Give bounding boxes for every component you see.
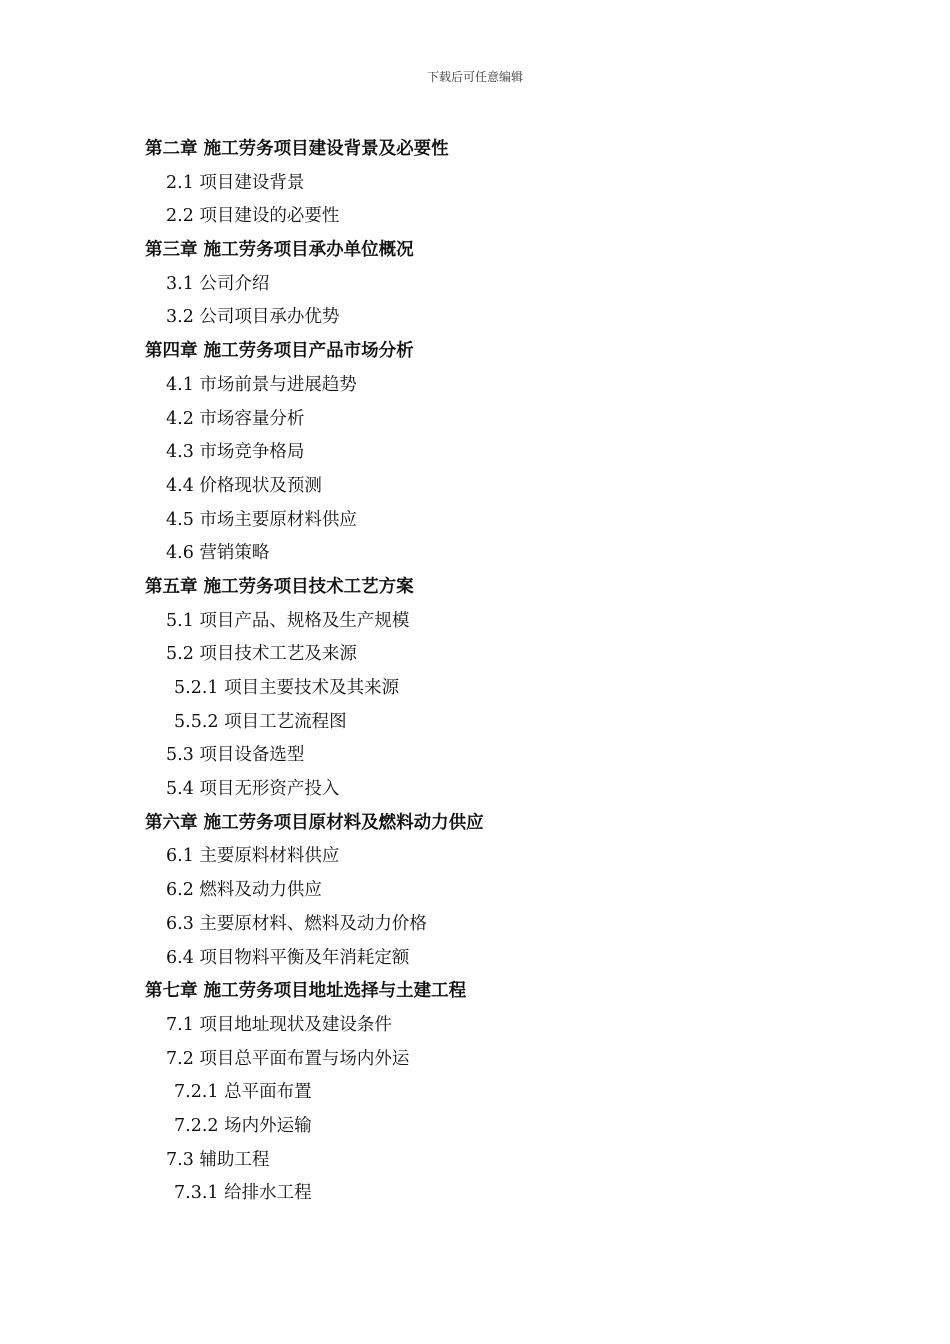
- toc-chapter-5: 第五章 施工劳务项目技术工艺方案: [145, 576, 414, 597]
- toc-section-4-2: 4.2 市场容量分析: [166, 408, 305, 429]
- page-header-note: 下载后可任意编辑: [426, 70, 523, 84]
- toc-subsection-7-3-1: 7.3.1 给排水工程: [174, 1183, 312, 1204]
- toc-chapter-7: 第七章 施工劳务项目地址选择与土建工程: [145, 981, 467, 1002]
- toc-section-4-4: 4.4 价格现状及预测: [166, 475, 322, 496]
- toc-section-4-3: 4.3 市场竞争格局: [166, 442, 305, 463]
- toc-subsection-5-2-1: 5.2.1 项目主要技术及其来源: [174, 678, 400, 698]
- toc-section-4-6: 4.6 营销策略: [166, 543, 270, 564]
- toc-chapter-4: 第四章 施工劳务项目产品市场分析: [145, 341, 414, 362]
- toc-subsection-7-2-1: 7.2.1 总平面布置: [174, 1082, 312, 1103]
- toc-section-3-2: 3.2 公司项目承办优势: [166, 307, 340, 328]
- toc-subsection-5-5-2: 5.5.2 项目工艺流程图: [174, 711, 347, 732]
- toc-subsection-7-2-2: 7.2.2 场内外运输: [174, 1115, 312, 1136]
- toc-section-2-2: 2.2 项目建设的必要性: [166, 206, 340, 227]
- toc-section-5-3: 5.3 项目设备选型: [166, 745, 305, 766]
- toc-section-6-2: 6.2 燃料及动力供应: [166, 880, 322, 901]
- toc-section-5-2: 5.2 项目技术工艺及来源: [166, 644, 357, 665]
- toc-section-7-2: 7.2 项目总平面布置与场内外运: [166, 1048, 410, 1069]
- toc-section-5-1: 5.1 项目产品、规格及生产规模: [166, 610, 410, 631]
- toc-section-6-1: 6.1 主要原料材料供应: [166, 846, 340, 867]
- toc-section-6-3: 6.3 主要原材料、燃料及动力价格: [166, 913, 427, 934]
- toc-section-5-4: 5.4 项目无形资产投入: [166, 779, 340, 800]
- toc-chapter-6: 第六章 施工劳务项目原材料及燃料动力供应: [145, 812, 484, 833]
- table-of-contents: [0, 133, 950, 1211]
- toc-section-4-1: 4.1 市场前景与进展趋势: [166, 374, 357, 395]
- toc-section-7-3: 7.3 辅助工程: [166, 1149, 270, 1170]
- toc-section-6-4: 6.4 项目物料平衡及年消耗定额: [166, 947, 410, 968]
- toc-chapter-3: 第三章 施工劳务项目承办单位概况: [145, 240, 414, 261]
- toc-section-3-1: 3.1 公司介绍: [166, 273, 270, 294]
- toc-section-7-1: 7.1 项目地址现状及建设条件: [166, 1014, 392, 1035]
- toc-chapter-2: 第二章 施工劳务项目建设背景及必要性: [145, 139, 449, 159]
- toc-section-2-1: 2.1 项目建设背景: [166, 172, 305, 193]
- toc-section-4-5: 4.5 市场主要原材料供应: [166, 509, 357, 530]
